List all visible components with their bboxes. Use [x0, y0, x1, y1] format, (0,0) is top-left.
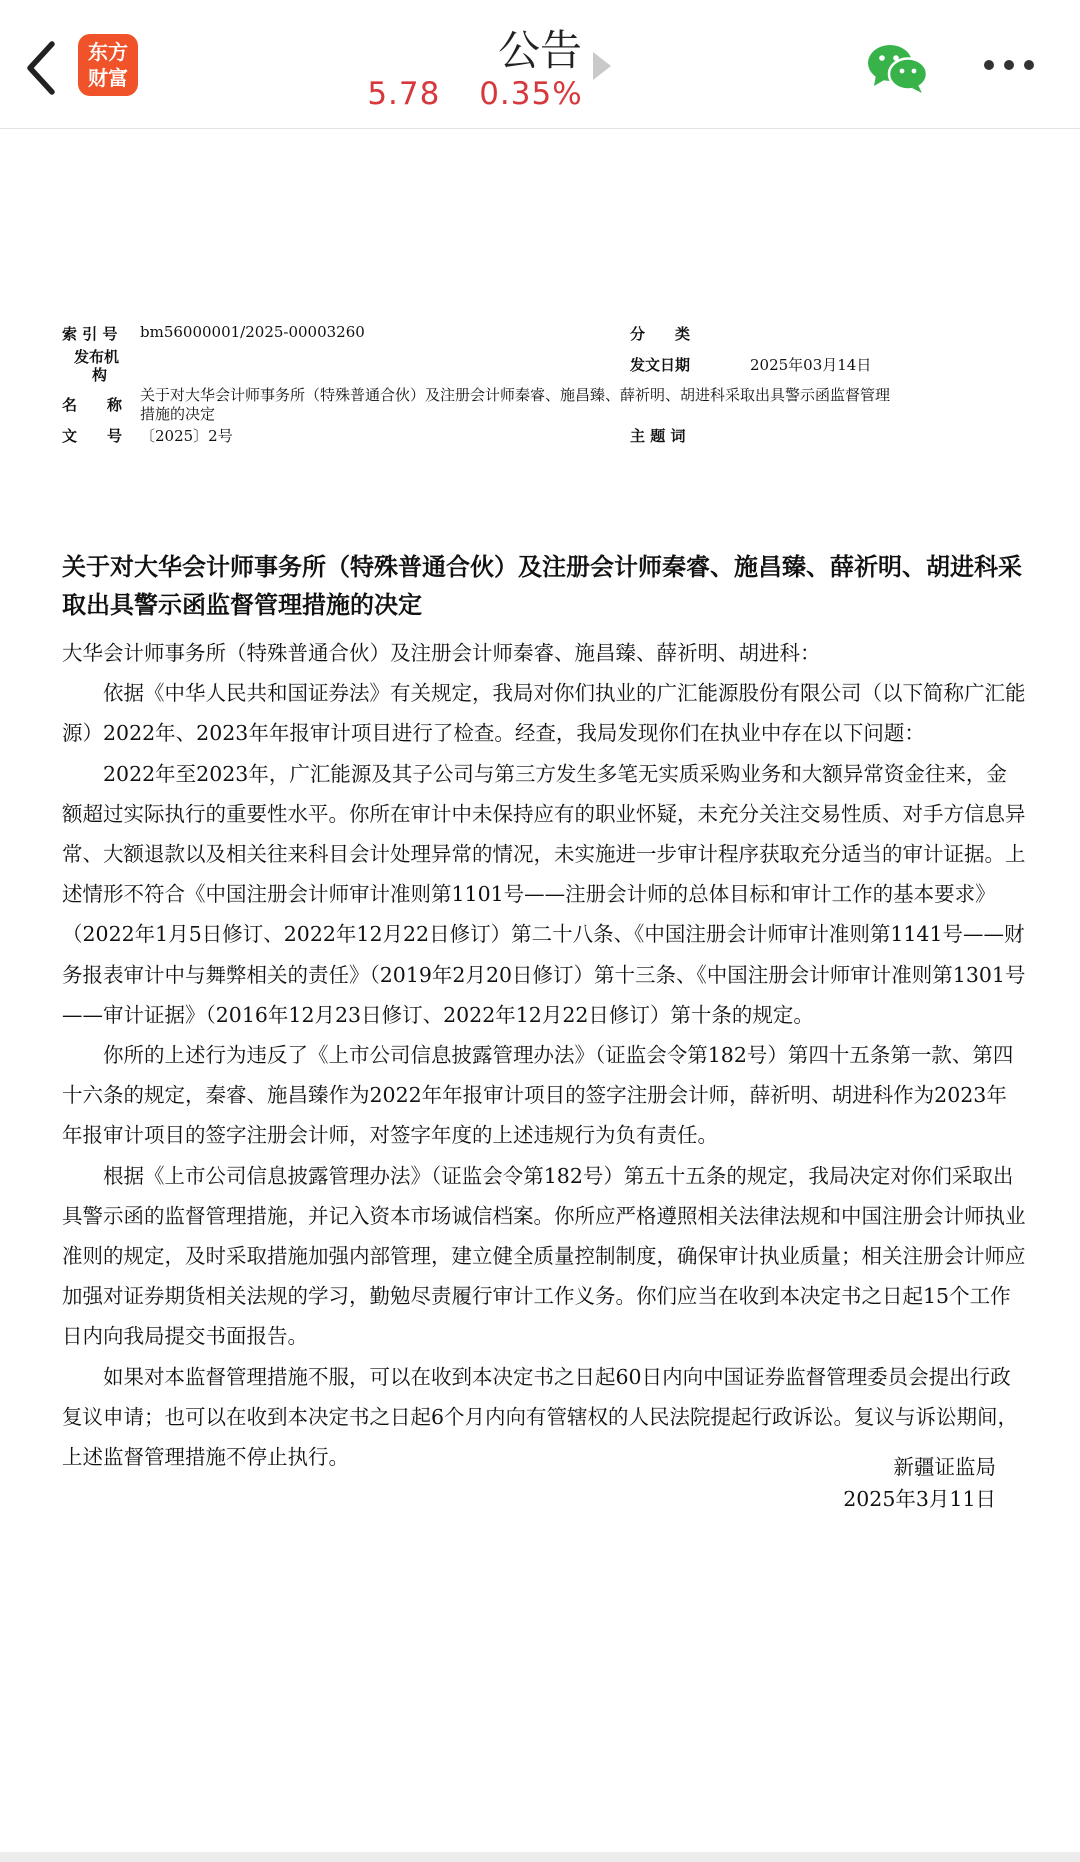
issuer-label-line2: 构	[92, 366, 108, 384]
logo-line-2: 财富	[88, 66, 128, 90]
stock-quote[interactable]	[0, 76, 950, 112]
top-nav-bar	[0, 0, 1080, 129]
paragraph-5: 如果对本监督管理措施不服，可以在收到本决定书之日起60日内向中国证券监督管理委员会提出行政复议申请；也可以在收到本决定书之日起6个月内向有管辖权的人民法院提起行政诉讼。复议与诉讼期间，上述监督管理措施不停止执行。	[62, 1364, 1019, 1470]
page-title: 公告	[497, 26, 582, 75]
paragraph-3: 你所的上述行为违反了《上市公司信息披露管理办法》（证监会令第182号）第四十五条第一款、第四十六条的规定，秦睿、施昌臻作为2022年年报审计项目的签字注册会计师，薛祈明、胡进科作为2023年年报审计项目的签字注册会计师，对签字年度的上述违规行为负有责任。	[62, 1043, 1014, 1148]
logo-line-1: 东方	[88, 40, 128, 64]
announcement-document	[0, 128, 1080, 1862]
issuer-label-line1: 发布机	[74, 348, 120, 366]
stock-change: 0.35%	[479, 76, 583, 112]
paragraph-4: 根据《上市公司信息披露管理办法》（证监会令第182号）第五十五条的规定，我局决定对你们采取出具警示函的监督管理措施，并记入资本市场诚信档案。你所应严格遵照相关法律法规和中国注册会计师执业准则的规定，及时采取措施加强内部管理，建立健全质量控制制度，确保审计执业质量；相关注册会计师应加强对证券期货相关法规的学习，勤勉尽责履行审计工作义务。你们应当在收到本决定书之日起15个工作日内向我局提交书面报告。	[62, 1163, 1026, 1349]
paragraph-1: 依据《中华人民共和国证券法》有关规定，我局对你们执业的广汇能源股份有限公司（以下简称广汇能源）2022年、2023年年报审计项目进行了检查。经查，我局发现你们在执业中存在以下问题：	[62, 681, 1026, 746]
play-triangle-icon[interactable]	[593, 52, 611, 80]
salutation: 大华会计师事务所（特殊普通合伙）及注册会计师秦睿、施昌臻、薛祈明、胡进科：	[62, 641, 821, 665]
doc-no-value: 〔2025〕2号	[140, 427, 233, 445]
bottom-divider	[0, 1852, 1080, 1862]
issuer-signature: 新疆证监局	[893, 1455, 996, 1479]
name-value-line1: 关于对大华会计师事务所（特殊普通合伙）及注册会计师秦睿、施昌臻、薛祈明、胡进科采取出具警示函监督管理	[140, 386, 891, 404]
doc-no-label: 文 号	[62, 427, 123, 445]
name-value-line2: 措施的决定	[140, 405, 216, 423]
sign-date: 2025年3月11日	[843, 1487, 996, 1511]
paragraph-2: 2022年至2023年，广汇能源及其子公司与第三方发生多笔无实质采购业务和大额异常资金往来，金额超过实际执行的重要性水平。你所在审计中未保持应有的职业怀疑，未充分关注交易性质、对手方信息异常、大额退款以及相关往来科目会计处理异常的情况，未实施进一步审计程序获取充分适当的审计证据。上述情形不符合《中国注册会计师审计准则第1101号——注册会计师的总体目标和审计工作的基本要求》（2022年1月5日修订、2022年12月22日修订）第二十八条、《中国注册会计师审计准则第1141号——财务报表审计中与舞弊相关的责任》（2019年2月20日修订）第十三条、《中国注册会计师审计准则第1301号——审计证据》（2016年12月23日修订、2022年12月22日修订）第十条的规定。	[62, 761, 1026, 1027]
document-title: 关于对大华会计师事务所（特殊普通合伙）及注册会计师秦睿、施昌臻、薛祈明、胡进科采取出具警示函监督管理措施的决定	[62, 553, 1022, 619]
keyword-label: 主 题 词	[630, 427, 686, 445]
name-label: 名 称	[62, 396, 123, 414]
document-body	[62, 633, 1026, 1477]
more-options-icon[interactable]	[984, 60, 1034, 72]
index-label: 索 引 号	[62, 325, 118, 343]
wechat-share-icon[interactable]	[866, 42, 928, 94]
category-label: 分 类	[630, 325, 691, 343]
index-value: bm56000001/2025-00003260	[140, 323, 365, 341]
stock-price: 5.78	[367, 76, 441, 112]
date-label: 发文日期	[630, 356, 691, 374]
date-value: 2025年03月14日	[750, 356, 872, 374]
